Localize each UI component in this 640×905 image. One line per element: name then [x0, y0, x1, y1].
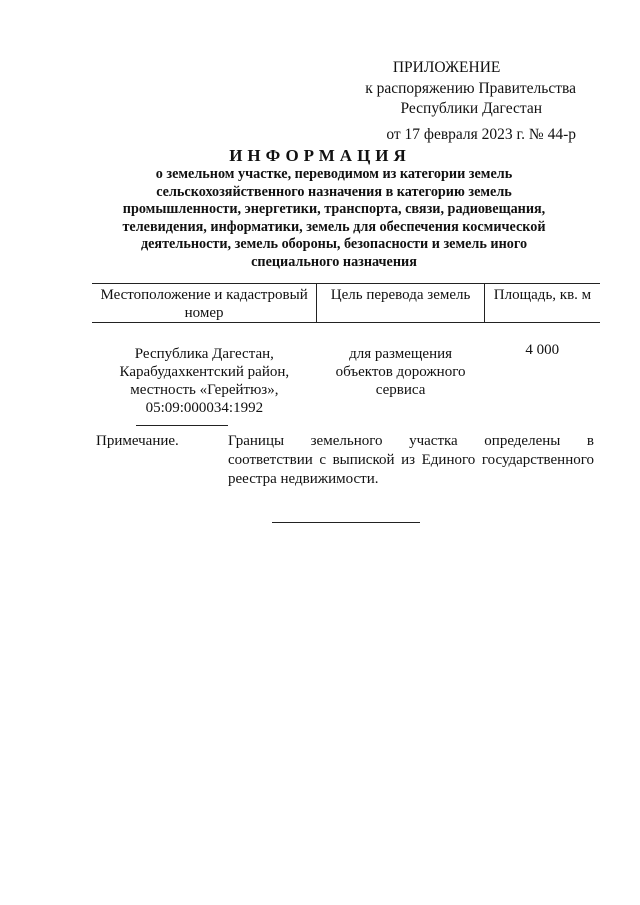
- land-plot-table: [92, 283, 600, 417]
- purpose-line: сервиса: [375, 382, 426, 398]
- header-purpose: Цель перевода земель: [317, 284, 485, 323]
- note-text-rest: соответствии с выпиской из Единого государственного реестра недвижимости.: [228, 452, 594, 487]
- appendix-line-2: Республики Дагестан: [400, 100, 542, 117]
- table-header-row: [92, 284, 600, 323]
- location-line: Республика Дагестан,: [134, 346, 274, 362]
- purpose-line: для размещения: [349, 346, 453, 362]
- appendix-line-1: к распоряжению Правительства: [365, 79, 576, 97]
- subtitle-line: о земельном участке, переводимом из категории земель: [155, 166, 513, 182]
- header-location: Местоположение и кадастровый номер: [92, 284, 317, 323]
- note-label: Примечание.: [96, 433, 179, 449]
- divider: [136, 425, 228, 426]
- note-text: [228, 432, 594, 489]
- subtitle-line: промышленности, энергетики, транспорта, связи, радиовещания,: [122, 201, 546, 218]
- appendix-block: [365, 58, 576, 145]
- header-area: Площадь, кв. м: [484, 284, 600, 323]
- table-row: [92, 323, 600, 418]
- subtitle-line: сельскохозяйственного назначения в категорию земель: [156, 183, 512, 200]
- document-subtitle: [70, 166, 598, 272]
- location-line: местность «Герейтюз»,: [130, 382, 279, 398]
- cell-area: 4 000: [525, 342, 560, 358]
- purpose-line: объектов дорожного: [335, 364, 466, 380]
- cadastral-number: 05:09:000034:1992: [145, 400, 264, 416]
- subtitle-line: специального назначения: [251, 253, 417, 270]
- end-divider: [272, 522, 420, 523]
- cell-location: [92, 323, 317, 418]
- appendix-line-3: от 17 февраля 2023 г. № 44-р: [386, 125, 576, 143]
- document-title: ИНФОРМАЦИЯ: [229, 146, 411, 165]
- location-line: Карабудахкентский район,: [119, 364, 290, 380]
- appendix-heading: ПРИЛОЖЕНИЕ: [392, 59, 501, 76]
- subtitle-line: деятельности, земель обороны, безопасности и земель иного: [140, 236, 528, 253]
- cell-purpose: [317, 323, 485, 418]
- subtitle-line: телевидения, информатики, земель для обеспечения космической: [122, 218, 546, 235]
- note-text-line-1: Границы земельного участка определены в: [228, 433, 594, 449]
